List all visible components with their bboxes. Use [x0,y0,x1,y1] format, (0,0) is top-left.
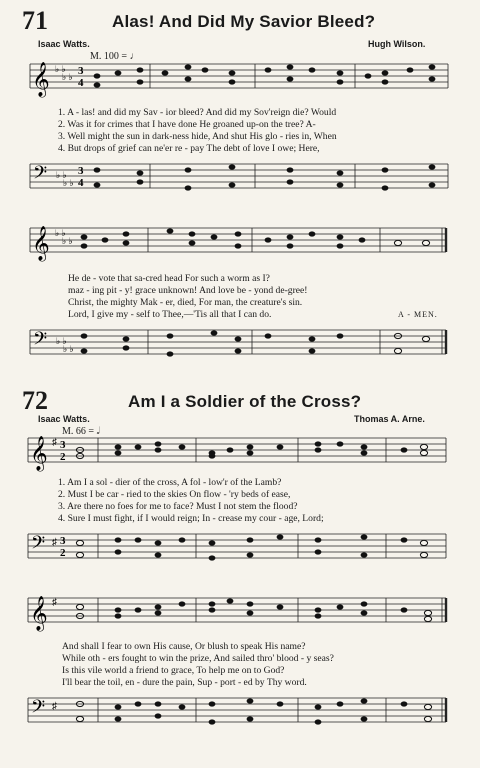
hymn-72-verse-2-line-b: While oth - ers fought to win the prize, And sailed thro' blood - y seas? [62,653,334,664]
hymn-72-verse-1-line-b: And shall I fear to own His cause, Or blush to speak His name? [62,641,306,652]
svg-text:♭ ♭: ♭ ♭ [62,72,73,82]
bass-clef-icon: 𝄢 [33,328,48,353]
hymn-71-verse-4-line-b: Lord, I give my - self to Thee,—'Tis all that I can do. [68,309,272,320]
hymn-72-system-1-bass-staff [0,528,480,578]
hymn-72-music-credit: Thomas A. Arne. [354,414,425,424]
svg-text:♭ ♭: ♭ ♭ [55,64,66,74]
bass-clef-icon: 𝄢 [31,696,46,721]
svg-text:♭ ♭: ♭ ♭ [56,170,67,180]
hymn-71-system-1-treble-staff [0,58,480,108]
hymn-71-verse-4-line-a: 4. But drops of grief can ne'er re - pay The debt of love I owe; Here, [58,143,320,154]
hymn-71-amen: A - MEN. [398,310,438,319]
hymn-72-title: Am I a Soldier of the Cross? [128,392,362,411]
hymn-72-system-1-treble-staff [0,432,480,482]
treble-clef-icon: 𝄞 [30,437,48,470]
svg-text:♯: ♯ [52,597,57,608]
svg-text:♯: ♯ [52,537,57,548]
hymn-71-system-1-bass-staff [0,158,480,208]
hymn-71-verse-3-line-b: Christ, the mighty Mak - er, died, For man, the creature's sin. [68,297,303,308]
treble-clef-icon: 𝄞 [32,227,50,260]
hymn-71-verse-1-line-a: 1. A - las! and did my Sav - ior bleed? And did my Sov'reign die? Would [58,107,337,118]
hymn-72-words-credit: Isaac Watts. [38,414,90,424]
svg-text:2: 2 [60,451,66,463]
hymn-72-system-2-treble-staff [0,592,480,642]
hymn-71-verse-2-line-a: 2. Was it for crimes that I have done He groaned up-on the tree? A- [58,119,316,130]
hymn-71-music-credit: Hugh Wilson. [368,39,426,49]
hymn-71-verse-2-line-b: maz - ing pit - y! grace unknown! And love be - yond de-gree! [68,285,308,296]
svg-text:3: 3 [60,535,66,547]
hymn-71-title: Alas! And Did My Savior Bleed? [112,12,376,31]
quarter-note-icon: ♩ [129,51,140,62]
tempo-label: M. 66 = [62,426,95,437]
svg-text:4: 4 [78,77,84,89]
hymn-71-verse-3-line-a: 3. Well might the sun in dark-ness hide, And shut His glo - ries in, When [58,131,337,142]
svg-text:♭ ♭: ♭ ♭ [55,228,66,238]
bass-clef-icon: 𝄢 [31,532,46,557]
half-note-icon: 𝅗𝅥 [96,426,100,437]
hymn-72-system-2-bass-staff [0,692,480,742]
hymn-72-verse-3-line-a: 3. Are there no foes for me to face? Must I not stem the flood? [58,501,298,512]
svg-text:♭ ♭: ♭ ♭ [63,344,74,354]
svg-text:♭ ♭: ♭ ♭ [56,336,67,346]
svg-text:4: 4 [78,177,84,189]
hymn-72-number: 72 [22,386,48,415]
hymn-71-number: 71 [22,6,48,35]
hymn-71-words-credit: Isaac Watts. [38,39,90,49]
hymn-72-verse-3-line-b: Is this vile world a friend to grace, To help me on to God? [62,665,285,676]
hymn-71-verse-1-line-b: He de - vote that sa-cred head For such a worm as I? [68,273,270,284]
svg-text:2: 2 [60,547,66,559]
hymn-72-verse-4-line-a: 4. Sure I must fight, if I would reign; In - crease my cour - age, Lord; [58,513,324,524]
svg-text:3: 3 [78,165,84,177]
treble-clef-icon: 𝄞 [32,63,50,96]
tempo-label: M. 100 = [90,51,128,62]
svg-text:♯: ♯ [52,437,57,448]
hymn-71-system-2-bass-staff [0,324,480,374]
hymn-72-verse-4-line-b: I'll bear the toil, en - dure the pain, Sup - port - ed by Thy word. [62,677,307,688]
hymn-71-system-2-treble-staff [0,222,480,272]
svg-text:♭ ♭: ♭ ♭ [62,236,73,246]
hymn-72-verse-1-line-a: 1. Am I a sol - dier of the cross, A fol - low'r of the Lamb? [58,477,282,488]
svg-text:3: 3 [78,65,84,77]
svg-text:3: 3 [60,439,66,451]
hymn-72-verse-2-line-a: 2. Must I be car - ried to the skies On flow - 'ry beds of ease, [58,489,291,500]
bass-clef-icon: 𝄢 [33,162,48,187]
svg-text:♭ ♭: ♭ ♭ [63,178,74,188]
treble-clef-icon: 𝄞 [30,597,48,630]
svg-text:♯: ♯ [52,701,57,712]
